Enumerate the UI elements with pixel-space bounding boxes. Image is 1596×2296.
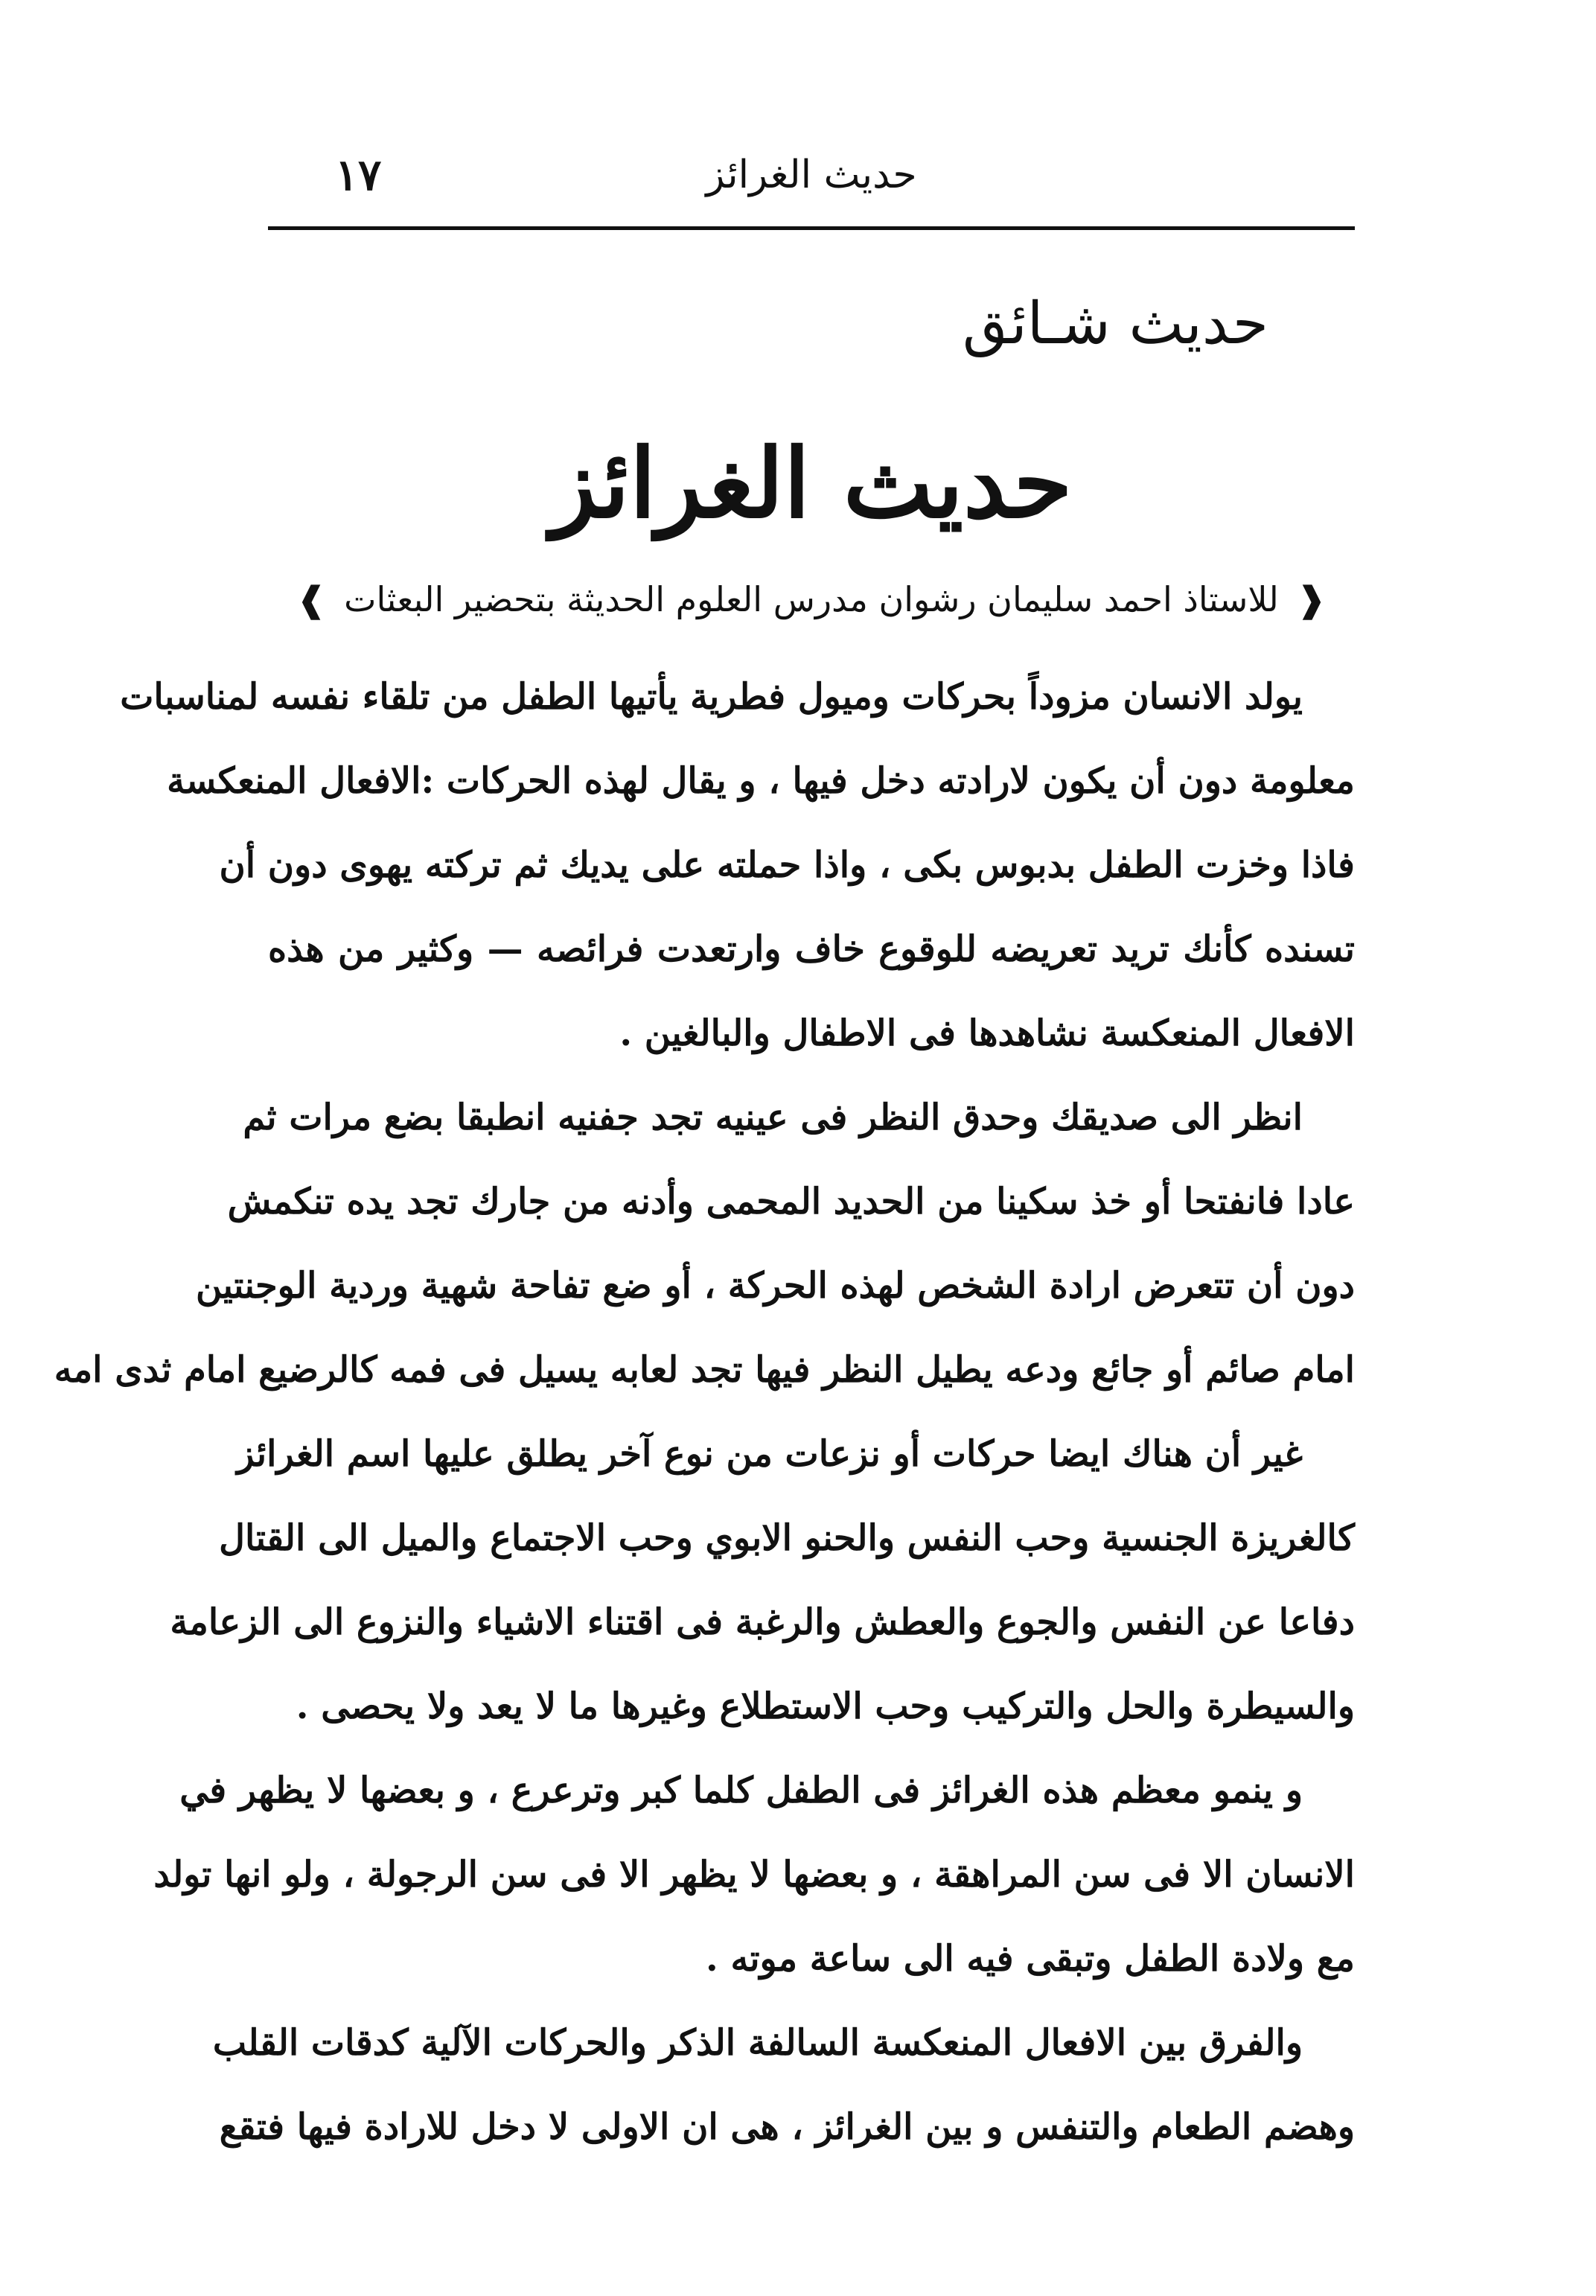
running-title: حديث الغرائز bbox=[706, 153, 917, 197]
text-line: كالغريزة الجنسية وحب النفس والحنو الابوي وحب الاجتماع والميل الى القتال bbox=[219, 1517, 1355, 1559]
section-kicker: حديث شـائق bbox=[963, 290, 1268, 357]
text-line: فاذا وخزت الطفل بدبوس بكى ، واذا حملته على يديك ثم تركته يهوى دون أن bbox=[219, 844, 1355, 886]
article-title: حديث الغرائز bbox=[550, 428, 1073, 540]
text-line: مع ولادة الطفل وتبقى فيه الى ساعة موته . bbox=[706, 1938, 1355, 1980]
byline-ornament-left: ❱ bbox=[297, 579, 326, 619]
byline-ornament-right: ❰ bbox=[1297, 579, 1326, 619]
text-line: امام صائم أو جائع ودعه يطيل النظر فيها تجد لعابه يسيل فى فمه كالرضيع امام ثدى امه bbox=[54, 1349, 1355, 1391]
text-line: دون أن تتعرض ارادة الشخص لهذه الحركة ، أو ضع تفاحة شهية وردية الوجنتين bbox=[196, 1265, 1355, 1307]
text-line: الانسان الا فى سن المراهقة ، و بعضها لا يظهر الا فى سن الرجولة ، ولو انها تولد bbox=[153, 1854, 1355, 1895]
text-line: دفاعا عن النفس والجوع والعطش والرغبة فى اقتناء الاشياء والنزوع الى الزعامة bbox=[170, 1601, 1355, 1643]
text-line: معلومة دون أن يكون لارادته دخل فيها ، و يقال لهذه الحركات :الافعال المنعكسة bbox=[167, 760, 1355, 802]
text-line: والسيطرة والحل والتركيب وحب الاستطلاع وغيرها ما لا يعد ولا يحصى . bbox=[296, 1686, 1355, 1727]
text-line: انظر الى صديقك وحدق النظر فى عينيه تجد جفنيه انطبقا بضع مرات ثم bbox=[243, 1097, 1303, 1138]
header-rule bbox=[268, 226, 1355, 230]
text-line: عادا فانفتحا أو خذ سكينا من الحديد المحمى وأدنه من جارك تجد يده تنكمش bbox=[227, 1181, 1355, 1222]
article-body bbox=[54, 655, 1355, 2169]
text-line: وهضم الطعام والتنفس و بين الغرائز ، هى ان الاولى لا دخل للارادة فيها فتقع bbox=[219, 2106, 1355, 2148]
page-number: ١٧ bbox=[335, 150, 382, 200]
byline-text: للاستاذ احمد سليمان رشوان مدرس العلوم الحديثة بتحضير البعثات bbox=[344, 579, 1279, 619]
text-line: والفرق بين الافعال المنعكسة السالفة الذكر والحركات الآلية كدقات القلب bbox=[212, 2022, 1303, 2064]
text-line: غير أن هناك ايضا حركات أو نزعات من نوع آخر يطلق عليها اسم الغرائز bbox=[237, 1433, 1303, 1475]
text-line: يولد الانسان مزوداً بحركات وميول فطرية يأتيها الطفل من تلقاء نفسه لمناسبات bbox=[120, 676, 1303, 718]
text-line: الافعال المنعكسة نشاهدها فى الاطفال والبالغين . bbox=[619, 1013, 1355, 1054]
byline bbox=[275, 566, 1347, 633]
text-line: و ينمو معظم هذه الغرائز فى الطفل كلما كبر وترعرع ، و بعضها لا يظهر في bbox=[179, 1770, 1303, 1811]
text-line: تسنده كأنك تريد تعريضه للوقوع خاف وارتعدت فرائصه — وكثير من هذه bbox=[268, 928, 1355, 970]
running-head bbox=[268, 141, 1355, 208]
